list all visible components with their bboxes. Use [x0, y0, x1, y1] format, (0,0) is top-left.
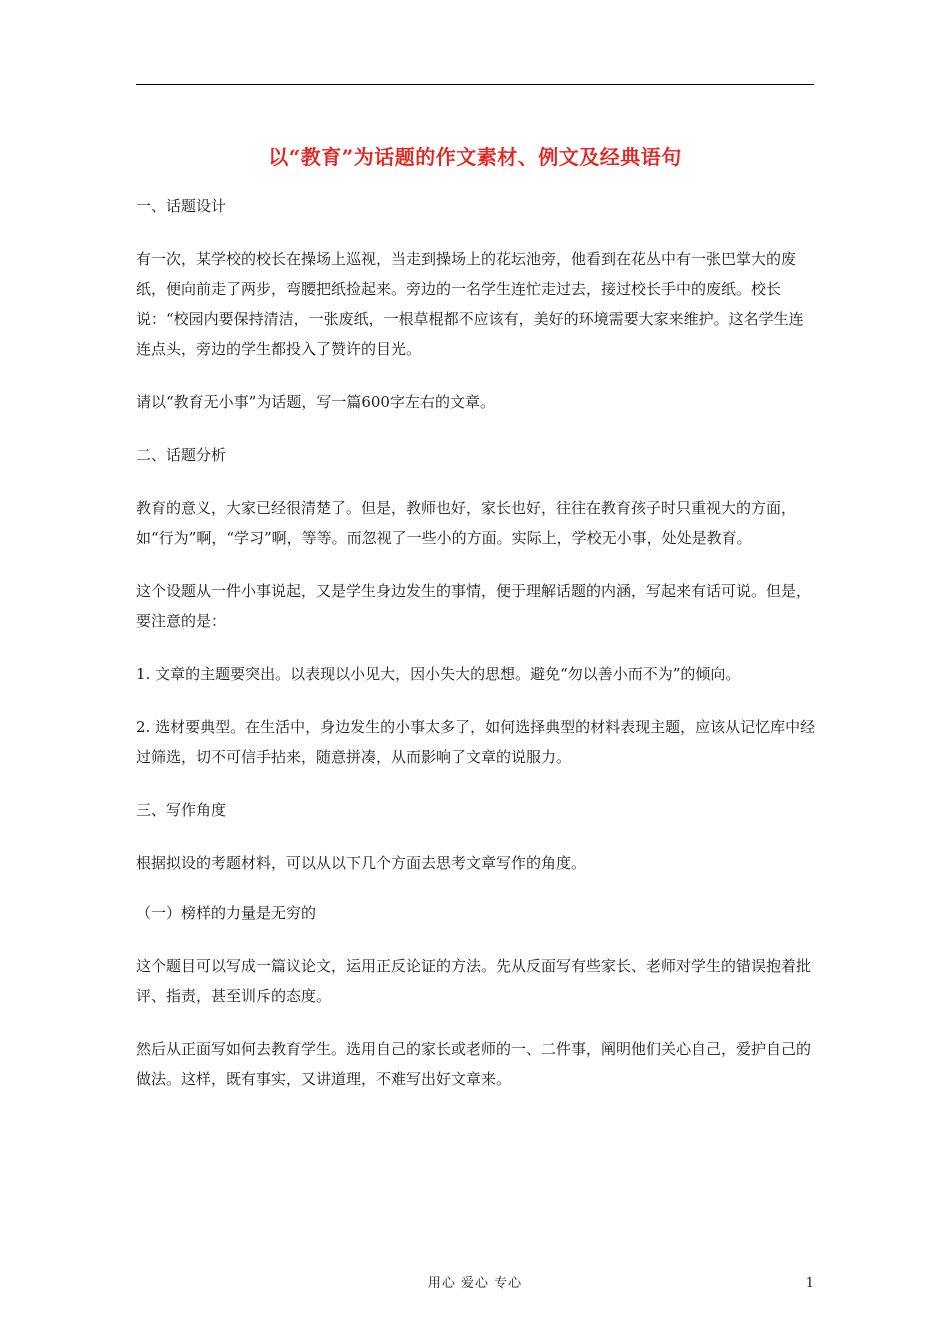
header-rule: [136, 84, 814, 85]
paragraph-argument: 这个题目可以写成一篇议论文，运用正反论证的方法。先从反面写有些家长、老师对学生的错误抱着批评、指责，甚至训斥的态度。: [136, 957, 812, 1005]
paragraph-angle-intro: 根据拟设的考题材料，可以从以下几个方面去思考文章写作的角度。: [136, 854, 587, 872]
paragraph-design-note: 这个设题从一件小事说起，又是学生身边发生的事情，便于理解话题的内涵，写起来有话可说。但是，要注意的是：: [136, 582, 812, 630]
list-item-theme: 1. 文章的主题要突出。以表现以小见大，因小失大的思想。避免“勿以善小而不为”的倾向。: [136, 665, 741, 683]
document-body: [136, 191, 816, 1094]
paragraph-analysis: 教育的意义，大家已经很清楚了。但是，教师也好，家长也好，往往在教育孩子时只重视大的方面，如“行为”啊，“学习”啊，等等。而忽视了一些小的方面。实际上，学校无小事，处处是教育。: [136, 499, 797, 547]
paragraph-positive: 然后从正面写如何去教育学生。选用自己的家长或老师的一、二件事，阐明他们关心自己，爱护自己的做法。这样，既有事实，又讲道理，不难写出好文章来。: [136, 1040, 812, 1088]
subheading-role-model: （一）榜样的力量是无穷的: [136, 904, 317, 922]
list-item-material: 2. 选材要典型。在生活中，身边发生的小事太多了，如何选择典型的材料表现主题，应该从记忆库中经过筛选，切不可信手拈来，随意拼凑，从而影响了文章的说服力。: [136, 718, 816, 766]
page-number: 1: [805, 1276, 814, 1291]
section-heading-writing-angle: 三、写作角度: [136, 801, 227, 819]
section-heading-topic-design: 一、话题设计: [136, 197, 227, 215]
paragraph-scenario: 有一次，某学校的校长在操场上巡视，当走到操场上的花坛池旁，他看到在花丛中有一张巴掌大的废纸，便向前走了两步，弯腰把纸捡起来。旁边的一名学生连忙走过去，接过校长手中的废纸。校长说：“校园内要保持清洁，一张废纸，一根草棍都不应该有，美好的环境需要大家来维护。这名学生连连点头，旁边的学生都投入了赞许的目光。: [136, 250, 804, 358]
paragraph-prompt: 请以“教育无小事”为话题，写一篇600字左右的文章。: [136, 393, 495, 411]
section-heading-topic-analysis: 二、话题分析: [136, 446, 227, 464]
footer-motto: 用心 爱心 专心: [427, 1276, 523, 1291]
document-title: 以“教育”为话题的作文素材、例文及经典语句: [268, 145, 682, 169]
